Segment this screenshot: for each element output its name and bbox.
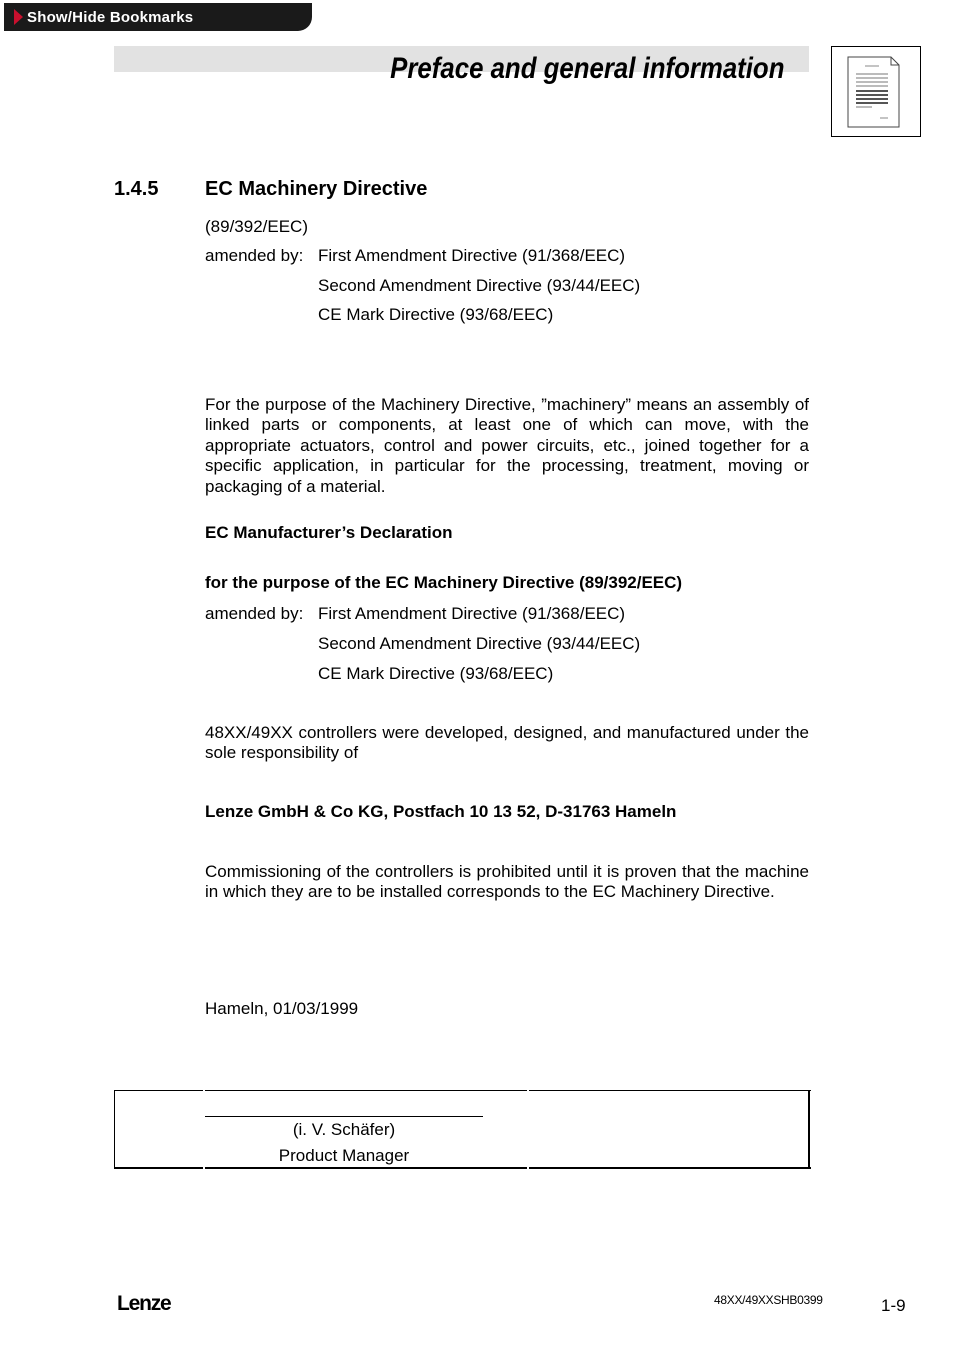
bookmarks-label: Show/Hide Bookmarks <box>27 8 194 26</box>
document-number: 48XX/49XXSHB0399 <box>714 1293 823 1307</box>
signature-box-bottom-border <box>114 1167 811 1169</box>
amendment-item: CE Mark Directive (93/68/EEC) <box>318 664 554 683</box>
signature-box-top-border <box>114 1090 811 1091</box>
directive-code: (89/392/EEC) <box>205 217 308 236</box>
amendment-item: CE Mark Directive (93/68/EEC) <box>318 305 554 324</box>
signatory-name: (i. V. Schäfer) <box>292 1120 396 1139</box>
responsibility-statement: 48XX/49XX controllers were developed, designed, and manufactured under the sole responsibility of <box>205 723 809 763</box>
document-icon <box>832 47 920 136</box>
company-address: Lenze GmbH & Co KG, Postfach 10 13 52, D-31763 Hameln <box>205 802 677 821</box>
chapter-title: Preface and general information <box>389 52 784 85</box>
signatory-role: Product Manager <box>278 1146 410 1165</box>
place-date: Hameln, 01/03/1999 <box>205 999 359 1018</box>
declaration-heading: EC Manufacturer’s Declaration <box>205 523 453 542</box>
signature-box-right-border <box>808 1090 810 1169</box>
section-number: 1.4.5 <box>114 178 159 200</box>
amendment-item: Second Amendment Directive (93/44/EEC) <box>318 634 641 653</box>
lenze-logo: Lenze <box>117 1292 171 1315</box>
machinery-definition: For the purpose of the Machinery Directive, ”machinery” means an assembly of linked parts or components, at least one of which can move, with the appropriate actuators, control and power circuits, etc., joined together for a specific application, in particular for the processing, treatment, moving or packaging of a material. <box>205 395 809 496</box>
signature-box-left-border <box>114 1090 115 1169</box>
amendment-item: First Amendment Directive (91/368/EEC) <box>318 246 626 265</box>
show-hide-bookmarks-button[interactable] <box>4 3 312 31</box>
amendment-item: Second Amendment Directive (93/44/EEC) <box>318 276 641 295</box>
page-number: 1-9 <box>881 1296 906 1315</box>
declaration-subheading: for the purpose of the EC Machinery Directive (89/392/EEC) <box>205 573 683 592</box>
section-title: EC Machinery Directive <box>205 178 428 200</box>
commissioning-statement: Commissioning of the controllers is prohibited until it is proven that the machine in which they are to be installed corresponds to the EC Machinery Directive. <box>205 862 809 902</box>
signature-line <box>205 1116 483 1117</box>
amendment-item: First Amendment Directive (91/368/EEC) <box>318 604 626 623</box>
amended-by-label: amended by: <box>205 246 304 265</box>
amended-by-label: amended by: <box>205 604 304 623</box>
document-thumbnail <box>831 46 921 137</box>
triangle-right-icon <box>14 9 23 25</box>
signature-box-gap <box>527 1088 529 1170</box>
